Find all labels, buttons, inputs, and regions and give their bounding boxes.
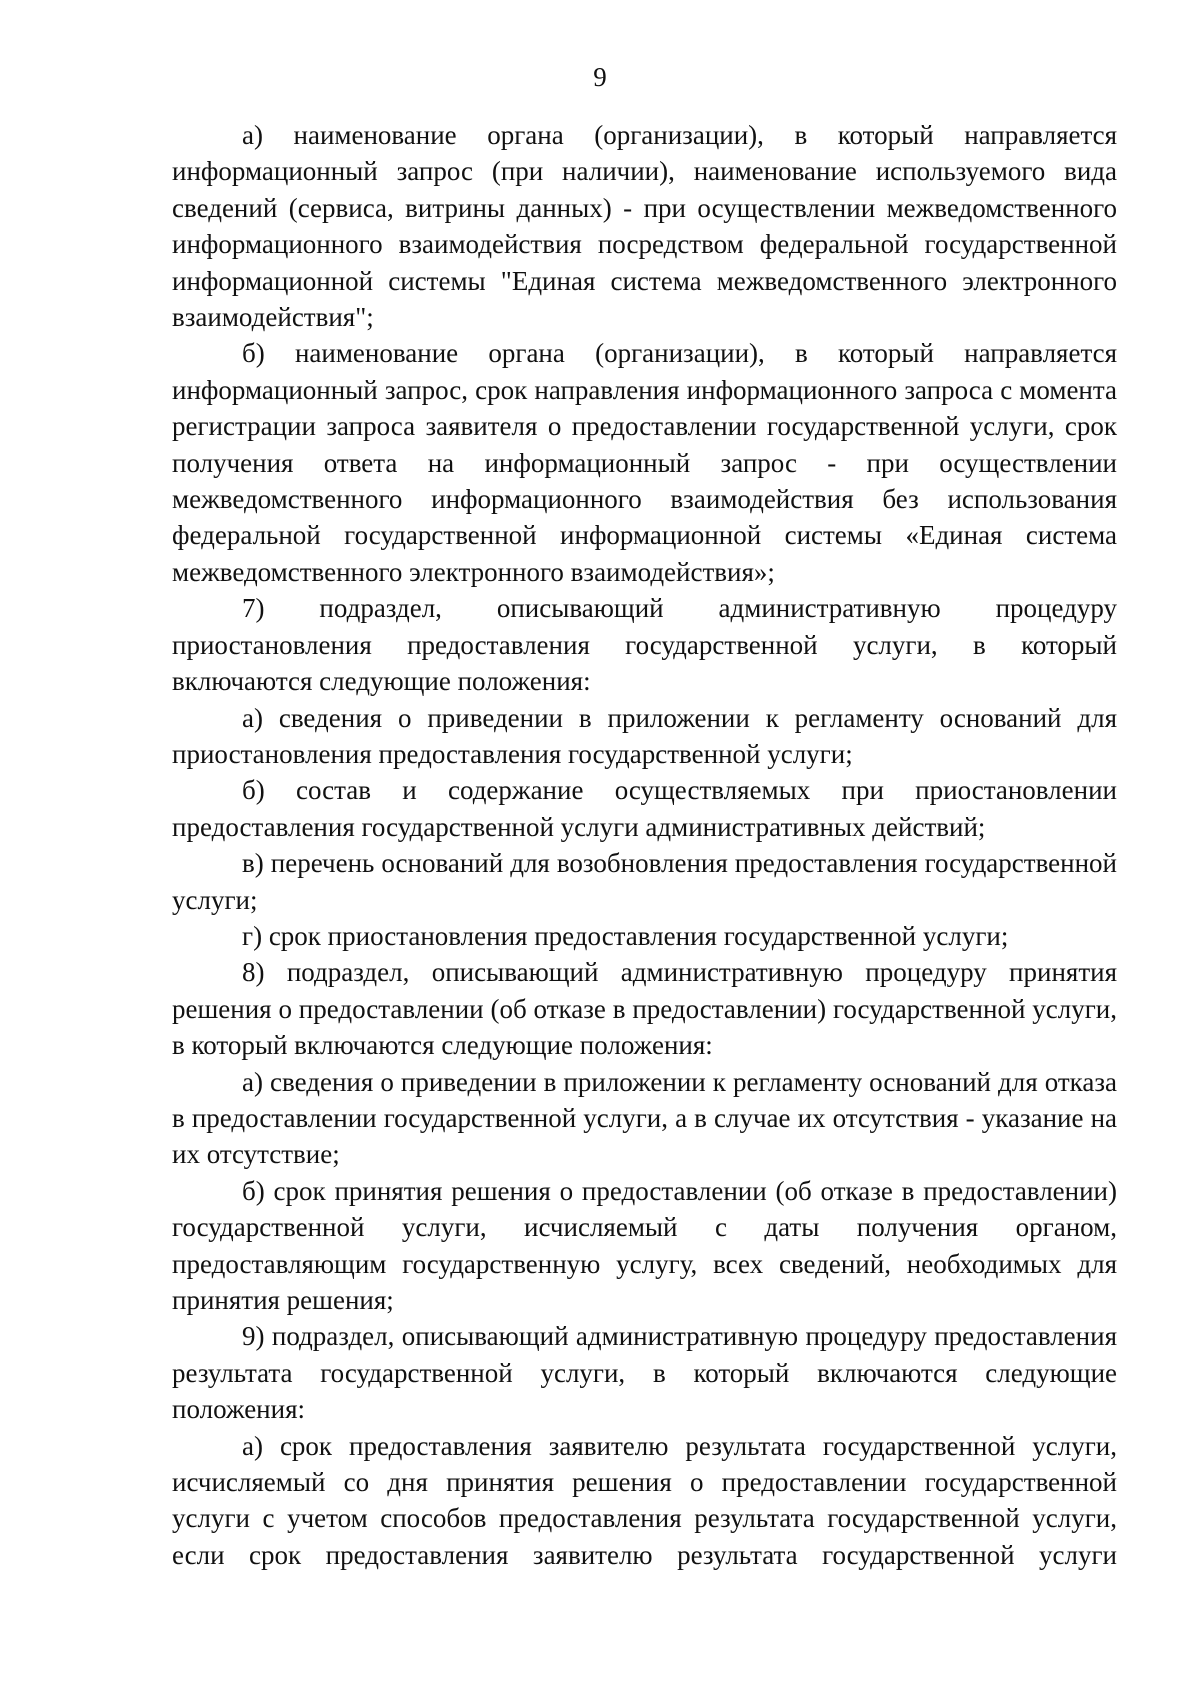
page-number: 9 [593, 62, 607, 92]
paragraph-9a-result-term: а) срок предоставления заявителю результата государственной услуги, исчисляемый со дня принятия решения о предоставлении государственной услуги с учетом способов предоставления результата государственной услуги, если срок предоставления заявителю результата государственной услуги [172, 1430, 1117, 1570]
paragraph-8b-decision-term: б) срок принятия решения о предоставлении (об отказе в предоставлении) государственной услуги, исчисляемый с даты получения органом, предоставляющим государственную услугу, всех сведений, необходимых для принятия решения; [172, 1175, 1117, 1315]
paragraph-8-decision-subsection: 8) подраздел, описывающий административную процедуру принятия решения о предоставлении (об отказе в предоставлении) государственной услуги, в который включаются следующие положения: [172, 957, 1117, 1061]
document-body [172, 117, 1117, 1573]
paragraph-2b-recipient-no-smev: б) наименование органа (организации), в который направляется информационный запрос, срок направления информационного запроса с момента регистрации запроса заявителя о предоставлении государственной услуги, срок получения ответа на информационный запрос - при осуществлении межведомственного информационного взаимодействия без использования федеральной государственной информационной системы «Единая система межведомственного электронного взаимодействия»; [172, 338, 1117, 587]
paragraph-7v-resumption-grounds: в) перечень оснований для возобновления предоставления государственной услуги; [172, 848, 1117, 915]
paragraph-8a-refusal-grounds: а) сведения о приведении в приложении к регламенту оснований для отказа в предоставлении государственной услуги, а в случае их отсутствия - указание на их отсутствие; [172, 1066, 1117, 1170]
paragraph-7b-suspension-actions: б) состав и содержание осуществляемых при приостановлении предоставления государственной услуги административных действий; [172, 775, 1117, 842]
paragraph-7a-suspension-grounds: а) сведения о приведении в приложении к регламенту оснований для приостановления предоставления государственной услуги; [172, 702, 1117, 769]
paragraph-7-suspension-subsection: 7) подраздел, описывающий административную процедуру приостановления предоставления государственной услуги, в который включаются следующие положения: [172, 593, 1117, 697]
paragraph-9-result-subsection: 9) подраздел, описывающий административную процедуру предоставления результата государственной услуги, в который включаются следующие положения: [172, 1321, 1117, 1425]
paragraph-7g-suspension-term: г) срок приостановления предоставления государственной услуги; [242, 920, 1009, 951]
paragraph-2a-recipient-smev: а) наименование органа (организации), в который направляется информационный запрос (при наличии), наименование используемого вида сведений (сервиса, витрины данных) - при осуществлении межведомственного информационного взаимодействия посредством федеральной государственной информационной системы "Единая система межведомственного электронного взаимодействия"; [172, 120, 1117, 333]
